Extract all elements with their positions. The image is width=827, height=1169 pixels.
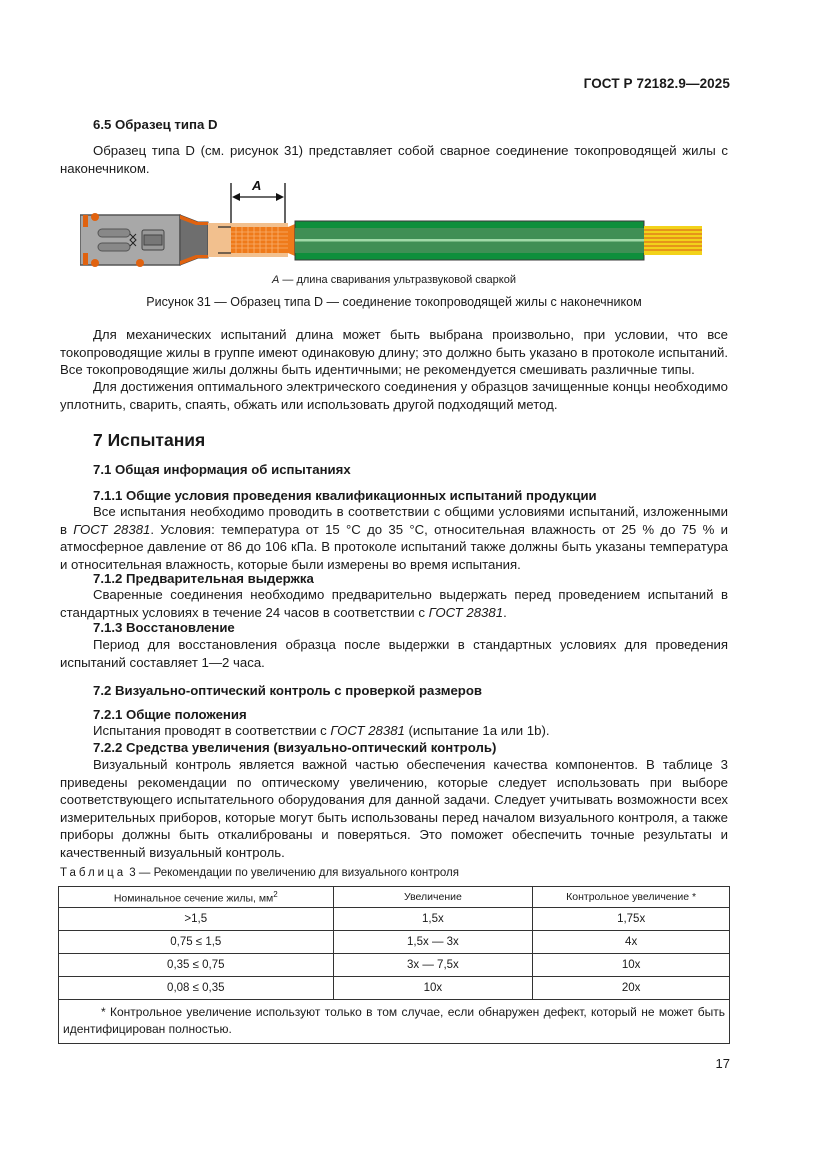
section-7-1-3-paragraph [60,636,728,671]
section-7-2-1-paragraph [93,722,728,740]
paragraph-text: Визуальный контроль является важной частью обеспечения качества компонентов. В таблице 3 приведены рекомендации по оптическому увеличению, которые следует использовать при выборе соответствующего испытательного оборудования для данной задачи. Следует учитывать возможности всех измерительных приборов, которые могут быть использованы перед началом визуального контроля, а также приборы должны быть откалиброваны и поверяться. Это поможет обеспечить точные результаты и качественный визуальный контроль. [60,757,728,860]
paragraph-text: Образец типа D (см. рисунок 31) представляет собой сварное соединение токопроводящей жилы с наконечником. [60,143,728,176]
cell-magnification: 1,5x — 3x [333,931,533,954]
table-row [59,977,730,1000]
paragraph-text: Сваренные соединения необходимо предварительно выдержать перед проведением испытаний в стандартных условиях в течение 24 часов в соответствии с [60,587,728,620]
cell-cross-section: 0,35 ≤ 0,75 [59,954,334,977]
footnote-text: * Контрольное увеличение используют только в том случае, если обнаружен дефект, который не может быть идентифицирован полностью. [63,1005,725,1036]
paragraph-text: . Условия: температура от 15 °С до 35 °С, относительная влажность от 25 % до 75 % и атмосферное давление от 86 до 106 кПа. В протоколе испытаний также должны быть указаны температура и относительная влажность, которые были измерены во время испытания. [60,521,728,572]
header-text: Номинальное сечение жилы, мм [113,892,274,905]
section-7-1-1-paragraph [60,503,728,573]
cell-control-magnification: 4x [533,931,730,954]
table-3-magnification [58,886,730,1044]
page-number: 17 [715,1056,730,1071]
header-control-magnification: Контрольное увеличение * [533,887,730,908]
table-row [59,954,730,977]
cell-magnification: 10x [333,977,533,1000]
paragraph-text: Для достижения оптимального электрического соединения у образцов зачищенные концы необходимо уплотнить, сварить, спаять, обжать или использовать другой подходящий метод. [60,379,728,412]
section-7-2-2-heading: 7.2.2 Средства увеличения (визуально-оптический контроль) [93,740,497,755]
section-7-1-heading: 7.1 Общая информация об испытаниях [93,462,351,477]
legend-symbol: A [272,274,280,286]
table-3-caption [60,867,459,879]
paragraph-electrical-connection [60,378,728,413]
terminal-wire-drawing [80,175,730,270]
table-header-row [59,887,730,908]
table-row [59,908,730,931]
section-7-2-2-paragraph [60,756,728,862]
section-7-1-2-paragraph [60,586,728,621]
figure-caption: Рисунок 31 — Образец типа D — соединение токопроводящей жилы с наконечником [146,295,642,309]
table-footnote [59,1000,730,1044]
paragraph-text: Испытания проводят в соответствии с [93,723,331,738]
standard-reference: ГОСТ 28381 [73,521,151,537]
standard-reference: ГОСТ 28381 [330,723,405,738]
table-footnote-row [59,1000,730,1044]
cell-control-magnification: 10x [533,954,730,977]
document-number-header: ГОСТ Р 72182.9—2025 [583,76,730,91]
figure-31-weld-terminal-illustration [80,175,730,270]
section-7-2-heading: 7.2 Визуально-оптический контроль с проверкой размеров [93,683,483,698]
paragraph-text: (испытание 1a или 1b). [404,723,550,738]
cell-magnification: 1,5x [333,908,533,931]
section-7-2-1-heading: 7.2.1 Общие положения [93,707,247,722]
cell-cross-section: >1,5 [59,908,334,931]
cell-cross-section: 0,75 ≤ 1,5 [59,931,334,954]
cell-magnification: 3x — 7,5x [333,954,533,977]
paragraph-text: Для механических испытаний длина может быть выбрана произвольно, при условии, что все токопроводящие жилы в группе имеют одинаковую длину; это должно быть указано в протоколе испытаний. Все токопроводящие жилы должны быть идентичными; не рекомендуется смешивать различные типы. [60,327,728,378]
header-magnification: Увеличение [333,887,533,908]
caption-word: Таблица [60,867,127,879]
section-7-1-2-heading: 7.1.2 Предварительная выдержка [93,571,314,586]
paragraph-text: . [503,604,507,620]
caption-text: 3 — Рекомендации по увеличению для визуального контроля [129,867,459,879]
table-row [59,931,730,954]
section-7-1-1-heading: 7.1.1 Общие условия проведения квалификационных испытаний продукции [93,488,597,503]
section-7-heading: 7 Испытания [93,430,206,450]
section-6-5-heading: 6.5 Образец типа D [93,117,218,132]
cell-control-magnification: 20x [533,977,730,1000]
dimension-label-a: A [252,178,262,193]
cell-cross-section: 0,08 ≤ 0,35 [59,977,334,1000]
figure-legend [60,274,728,286]
standard-reference: ГОСТ 28381 [428,604,504,620]
paragraph-text: Все испытания необходимо проводить в соответствии с общими условиями испытаний, изложенными в [60,504,728,537]
paragraph-text: Период для восстановления образца после выдержки в стандартных условиях для проведения испытаний составляет 1—2 часа. [60,637,728,670]
section-6-5-paragraph [60,142,728,177]
superscript: 2 [273,889,278,899]
header-cross-section [59,887,334,908]
section-7-1-3-heading: 7.1.3 Восстановление [93,620,235,635]
cell-control-magnification: 1,75x [533,908,730,931]
paragraph-mechanical-tests [60,326,728,379]
legend-text: — длина сваривания ультразвуковой сваркой [279,274,516,286]
